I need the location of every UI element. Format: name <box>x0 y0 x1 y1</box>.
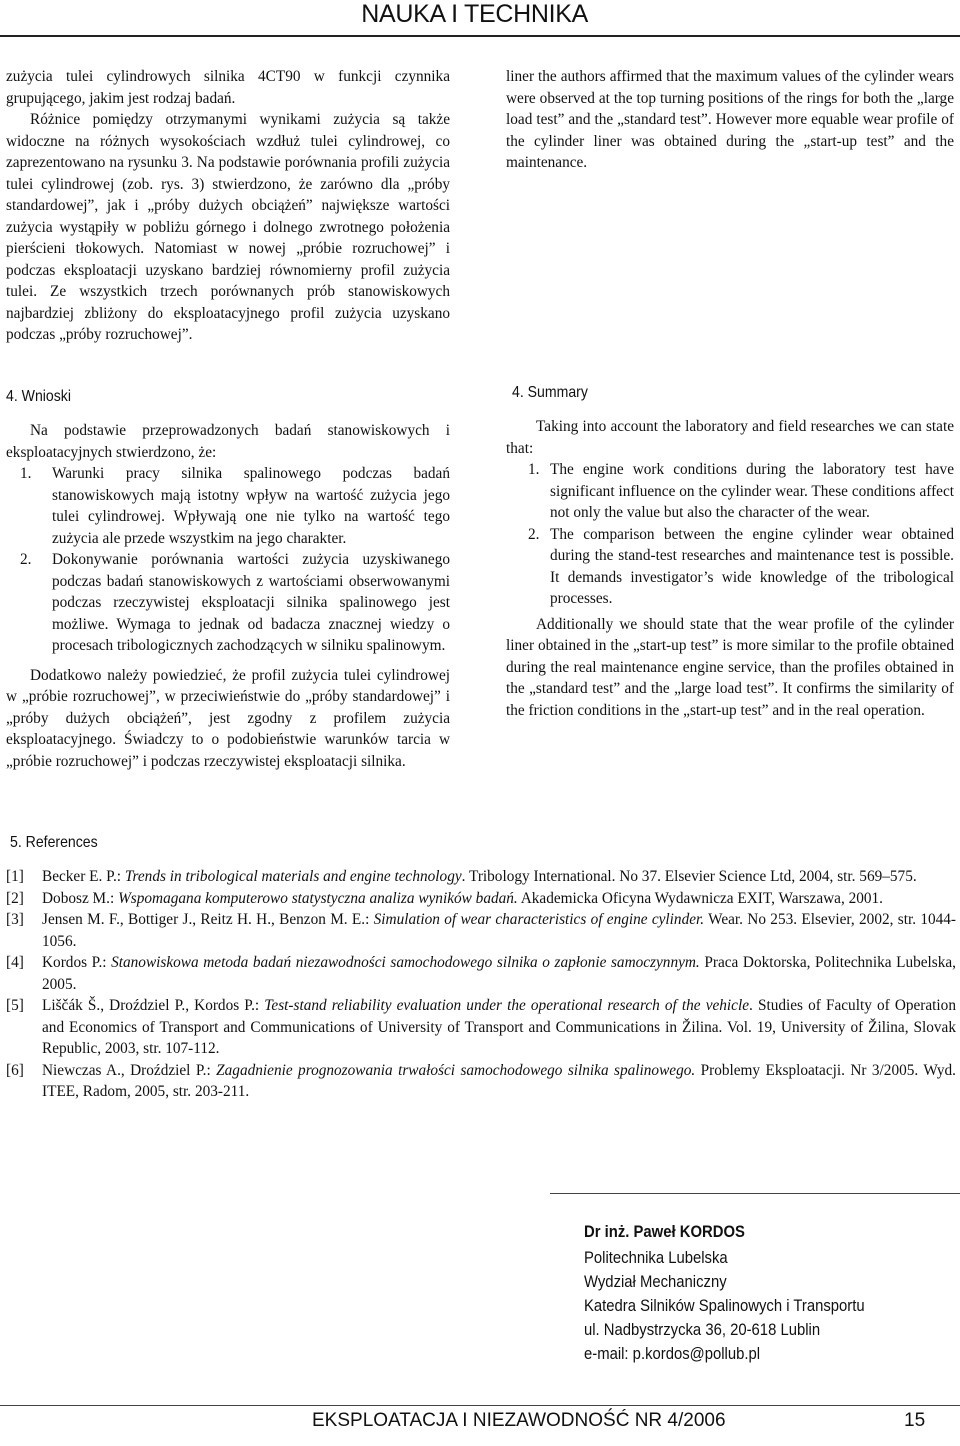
reference-title: Stanowiskowa metoda badań niezawodności samochodowego silnika o zapłonie samoczynnym. <box>111 954 700 971</box>
reference-item <box>6 909 956 952</box>
list-number: 2. <box>528 525 540 543</box>
list-item <box>506 524 954 610</box>
reference-item <box>6 952 956 995</box>
reference-details: Wear. No 253. Elsevier, 2002, str. 1044-1056. <box>42 911 957 950</box>
reference-title: Simulation of wear characteristics of engine cylinder. <box>373 911 705 928</box>
reference-item <box>6 1060 956 1103</box>
list-text: The engine work conditions during the laboratory test have significant influence on the cylinder wear. These conditions affect not only the value but also the character of the wear. <box>550 461 954 521</box>
paragraph: Additionally we should state that the wear profile of the cylinder liner obtained in the „start-up test” is more similar to the profile obtained during the real maintenance engine service, than the profiles obtained in the „standard test” and the „large load test”. It confirms the similarity of the friction conditions in the „start-up test” and in the real operation. <box>506 615 954 719</box>
journal-footer: EKSPLOATACJA I NIEZAWODNOŚĆ NR 4/2006 <box>312 1410 726 1431</box>
reference-number: [2] <box>6 889 24 907</box>
right-column-top <box>506 66 954 174</box>
reference-details: . Tribology International. No 37. Elsevier Science Ltd, 2004, str. 569–575. <box>461 868 917 885</box>
reference-title: Test-stand reliability evaluation under the operational research of the vehicle <box>264 997 750 1014</box>
paragraph: Różnice pomiędzy otrzymanymi wynikami zużycia są także widoczne na różnych wysokościach wzdłuż tulei cylindrowej, co zaprezentowano na rysunku 3. Na podstawie porównania profili zużycia tulei cylindrowej (zob. rys. 3) stwierdzono, że zarówno dla „próby standardowej”, jak i „próby dużych obciążeń” największe wartości zużycia wystąpiły w pobliżu górnego i dolnego zwrotnego położenia pierścieni tłokowych. Natomiast w nowej „próbie rozruchowej” i podczas eksploatacji uzyskano bardziej równomierny profil zużycia tulei. Ze wszystkich trzech porównanych prób stanowiskowych najbardziej zbliżony do eksploatacyjnego profil zużycia uzyskano podczas „próby rozruchowej”. <box>6 111 450 343</box>
section-heading-summary: 4. Summary <box>512 384 588 401</box>
author-info <box>584 1220 865 1366</box>
reference-authors: Liščák Š., Droździel P., Kordos P.: <box>42 997 265 1014</box>
paragraph: Taking into account the laboratory and field researches we can state that: <box>506 418 954 457</box>
summary-section <box>506 416 954 721</box>
references-list <box>6 866 956 1103</box>
section-heading-wnioski: 4. Wnioski <box>6 388 71 405</box>
paragraph: liner the authors affirmed that the maximum values of the cylinder wears were observed at the top turning positions of the rings for both the „large load test” and the „standard test”. However more equable wear profile of the cylinder liner was obtained during the „start-up test” and the maintenance. <box>506 68 954 171</box>
footer-rule <box>0 1405 960 1406</box>
reference-number: [6] <box>6 1061 24 1079</box>
author-department: Katedra Silników Spalinowych i Transportu <box>584 1297 865 1315</box>
summary-list <box>506 459 954 610</box>
list-number: 1. <box>528 461 540 478</box>
reference-details: Praca Doktorska, Politechnika Lubelska, 2005. <box>42 954 956 993</box>
reference-details: . Studies of Faculty of Operation and Economics of Transport and Communications of University of Transport and Communications in Žilina. Vol. 19, University of Žilina, Slovak Republic, 2003, str. 107-112. <box>42 997 956 1057</box>
reference-details: Akademicka Oficyna Wydawnicza EXIT, Warszawa, 2001. <box>517 889 884 907</box>
author-divider <box>550 1193 960 1194</box>
section-heading-references: 5. References <box>10 834 98 851</box>
reference-authors: Niewczas A., Droździel P.: <box>42 1061 217 1079</box>
reference-details: Problemy Eksploatacji. Nr 3/2005. Wyd. ITEE, Radom, 2005, str. 203-211. <box>42 1061 956 1100</box>
running-header: NAUKA I TECHNIKA <box>361 0 588 28</box>
paragraph: Dodatkowo należy powiedzieć, że profil zużycia tulei cylindrowej w „próbie rozruchowej”, w przeciwieństwie do „próby standardowej” i „próby dużych obciążeń”, jest zgodny z profilem zużycia eksploatacyjnego. Świadczy to o podobieństwie warunków tarcia w „próbie rozruchowej” i podczas rzeczywistej eksploatacji silnika. <box>6 666 450 770</box>
conclusions-list <box>6 463 450 657</box>
reference-title: Zagadnienie prognozowania trwałości samochodowego silnika spalinowego. <box>216 1061 696 1079</box>
reference-title: Wspomagana komputerowo statystyczna analiza wyników badań. <box>118 889 518 907</box>
list-text: Warunki pracy silnika spalinowego podczas badań stanowiskowych mają istotny wpływ na wartość zużycia jego tulei cylindrowej. Wpływają one nie tylko na wartość tego zużycia ale przede wszystkim na jego charakter. <box>52 465 450 547</box>
page-number: 15 <box>904 1410 926 1431</box>
list-item <box>6 549 450 657</box>
list-number: 1. <box>20 465 32 482</box>
reference-number: [1] <box>6 868 24 885</box>
author-name: Dr inż. Paweł KORDOS <box>584 1223 745 1241</box>
reference-number: [5] <box>6 997 24 1014</box>
list-text: Dokonywanie porównania wartości zużycia uzyskiwanego podczas badań stanowiskowych z wartościami obserwowanymi podczas rzeczywistej eksploatacji silnika spalinowego jest możliwe. Wymaga to jednak od badacza znacznej wiedzy o procesach tribologicznych zachodzących w silniku spalinowym. <box>52 551 450 654</box>
reference-authors: Becker E. P.: <box>42 868 125 885</box>
reference-authors: Kordos P.: <box>42 954 112 971</box>
reference-item <box>6 995 956 1060</box>
reference-number: [4] <box>6 954 24 971</box>
reference-item <box>6 888 956 910</box>
list-item <box>506 459 954 524</box>
wnioski-section <box>6 420 450 772</box>
paragraph: zużycia tulei cylindrowych silnika 4CT90 w funkcji czynnika grupującego, jakim jest rodzaj badań. <box>6 68 450 107</box>
reference-authors: Dobosz M.: <box>42 889 119 907</box>
header-rule <box>0 35 960 37</box>
reference-title: Trends in tribological materials and engine technology <box>124 868 462 885</box>
author-address: ul. Nadbystrzycka 36, 20-618 Lublin <box>584 1321 821 1339</box>
author-faculty: Wydział Mechaniczny <box>584 1273 727 1291</box>
author-university: Politechnika Lubelska <box>584 1249 728 1267</box>
list-text: The comparison between the engine cylinder wear obtained during the stand-test researches and maintenance test is possible. It demands investigator’s wide knowledge of the tribological processes. <box>550 525 954 607</box>
paragraph: Na podstawie przeprowadzonych badań stanowiskowych i eksploatacyjnych stwierdzono, że: <box>6 422 450 461</box>
list-number: 2. <box>20 551 32 568</box>
author-email: e-mail: p.kordos@pollub.pl <box>584 1345 761 1363</box>
reference-authors: Jensen M. F., Bottiger J., Reitz H. H., Benzon M. E.: <box>42 911 374 928</box>
reference-number: [3] <box>6 911 24 928</box>
list-item <box>6 463 450 549</box>
left-column-top <box>6 66 450 346</box>
reference-item <box>6 866 956 888</box>
